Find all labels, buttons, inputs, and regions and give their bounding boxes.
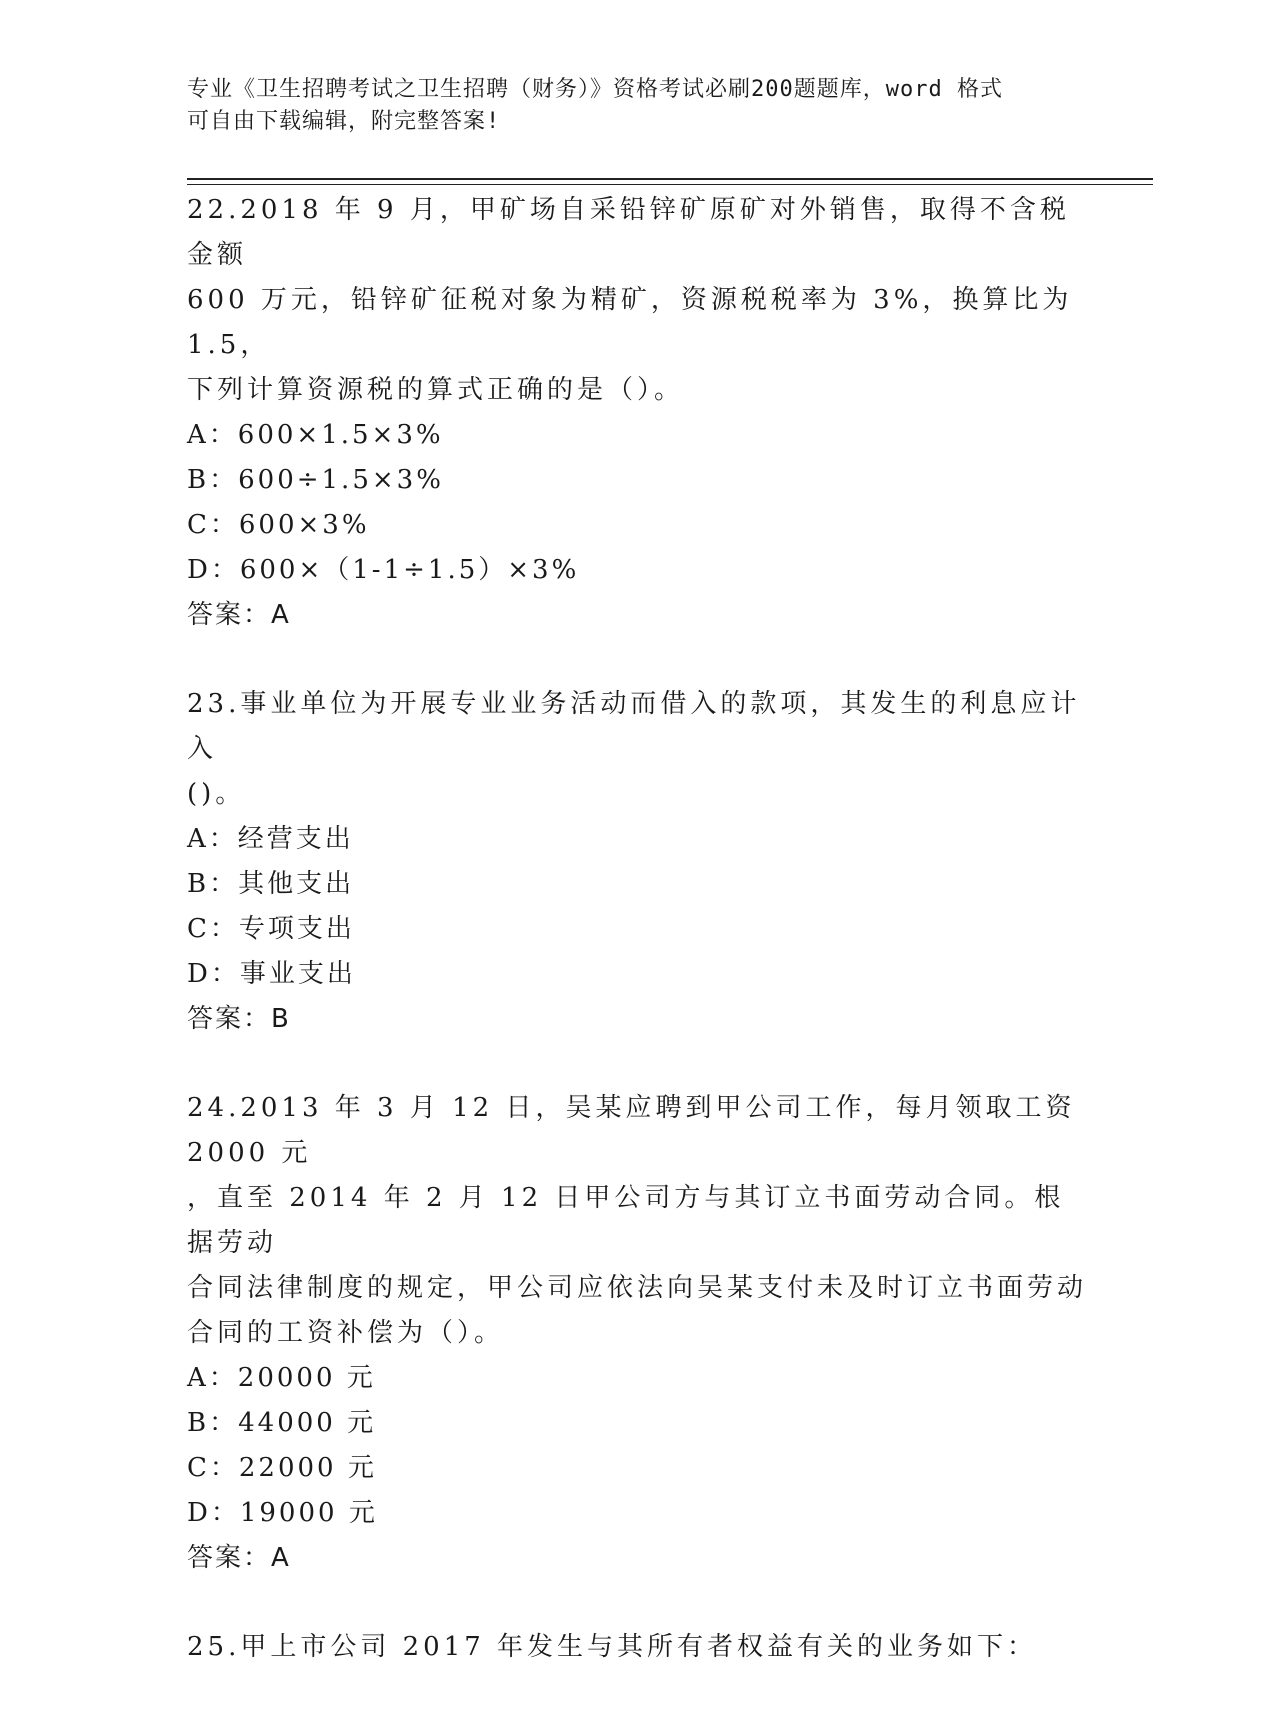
question-text-line: 合同法律制度的规定，甲公司应依法向吴某支付未及时订立书面劳动 [187,1273,1088,1303]
answer-label: 答案： [187,1543,272,1573]
answer-line [187,1536,1087,1581]
option-b: B：600÷1.5×3% [187,465,444,495]
question-22 [187,188,1087,638]
question-24 [187,1086,1087,1581]
option-c: C：22000 元 [187,1453,377,1483]
answer-value: A [271,600,291,630]
option-d: D：事业支出 [187,959,356,989]
answer-value: B [271,1004,291,1034]
question-list [187,188,1087,1714]
document-header [187,74,1067,138]
answer-line [187,997,1087,1042]
question-text-line: 23.事业单位为开展专业业务活动而借入的款项，其发生的利息应计入 [187,689,1081,764]
answer-label: 答案： [187,600,272,630]
header-divider-thick [187,178,1153,180]
option-b: B：其他支出 [187,869,355,899]
option-d: D：19000 元 [187,1498,378,1528]
option-a: A：经营支出 [187,824,354,854]
option-d: D：600×（1-1÷1.5）×3% [187,555,580,585]
question-text-line: 合同的工资补偿为（）。 [187,1318,505,1348]
question-23 [187,682,1087,1042]
question-text-line: 25.甲上市公司 2017 年发生与其所有者权益有关的业务如下： [187,1632,1038,1662]
option-a: A：600×1.5×3% [187,420,444,450]
option-a: A：20000 元 [187,1363,376,1393]
header-line-1: 专业《卫生招聘考试之卫生招聘（财务）》资格考试必刷200题题库，word 格式 [187,77,1003,102]
option-b: B：44000 元 [187,1408,377,1438]
question-text-line: 24.2013 年 3 月 12 日，吴某应聘到甲公司工作，每月领取工资 2000 元 [187,1093,1076,1168]
answer-label: 答案： [187,1004,272,1034]
question-25 [187,1625,1087,1670]
header-divider-thin [187,184,1153,185]
header-line-2: 可自由下载编辑，附完整答案! [187,109,501,134]
question-text-line: ，直至 2014 年 2 月 12 日甲公司方与其订立书面劳动合同。根据劳动 [187,1183,1065,1258]
question-text-line: 600 万元，铅锌矿征税对象为精矿，资源税税率为 3%，换算比为 1.5， [187,285,1073,360]
question-text-line: 22.2018 年 9 月，甲矿场自采铅锌矿原矿对外销售，取得不含税金额 [187,195,1070,270]
question-text-line: 下列计算资源税的算式正确的是（）。 [187,375,685,405]
option-c: C：专项支出 [187,914,355,944]
answer-value: A [271,1543,291,1573]
answer-line [187,593,1087,638]
option-c: C：600×3% [187,510,370,540]
question-text-line: ()。 [187,779,246,809]
